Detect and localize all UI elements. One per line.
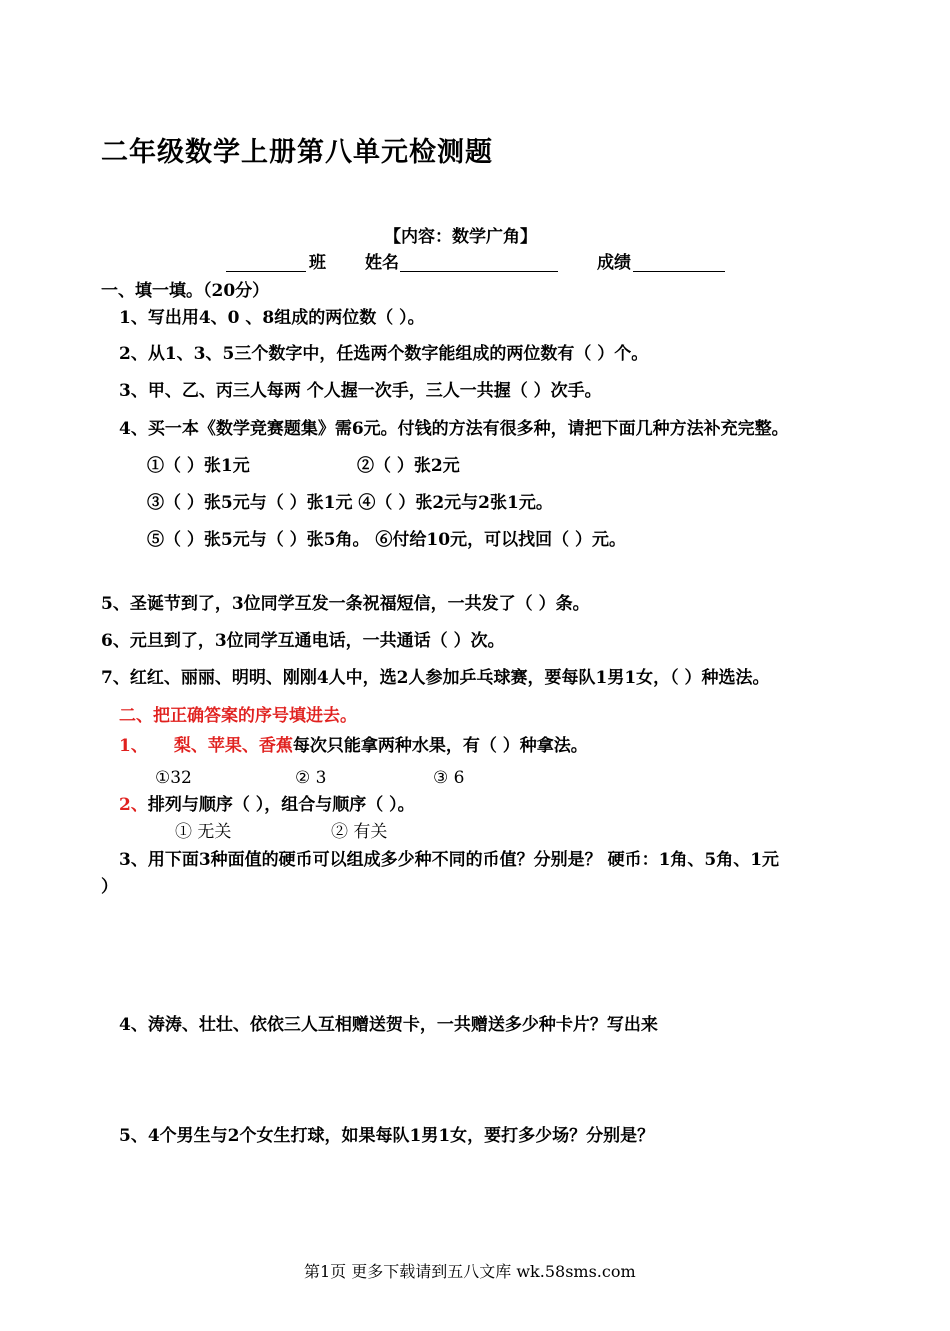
question-2-1-option-b: ② 3 [295,768,327,788]
question-2-2-option-b: ② 有关 [331,822,388,842]
section-1-heading: 一、填一填。（20分） [101,281,270,301]
question-1-4: 4、买一本《数学竞赛题集》需6元。付钱的方法有很多种，请把下面几种方法补充完整。 [119,419,789,439]
question-2-4: 4、涛涛、壮壮、依依三人互相赠送贺卡，一共赠送多少种卡片？写出来 [119,1015,658,1035]
question-2-2-text: 排列与顺序（ ），组合与顺序（ ）。 [147,795,415,815]
class-blank[interactable] [226,255,306,272]
question-1-4-option-2: ②（ ）张2元 [357,456,460,476]
score-blank[interactable] [633,255,725,272]
class-label: 班 [309,253,326,273]
question-1-4-option-3: ③（ ）张5元与（ ）张1元 ④（ ）张2元与2张1元。 [147,493,553,513]
question-1-1: 1、写出用4、0 、8组成的两位数（ ）。 [119,308,425,328]
question-1-4-option-4: ⑤（ ）张5元与（ ）张5角。 ⑥付给10元，可以找回（ ）元。 [147,530,626,550]
subtitle: 【内容：数学广角】 [384,227,537,247]
question-1-3: 3、甲、乙、丙三人每两 个人握一次手，三人一共握（ ）次手。 [119,381,602,401]
question-1-2: 2、从1、3、5三个数字中，任选两个数字能组成的两位数有（ ）个。 [119,344,649,364]
question-1-5: 5、圣诞节到了，3位同学互发一条祝福短信，一共发了（ ）条。 [101,594,590,614]
question-1-6: 6、元旦到了，3位同学互通电话，一共通话（ ）次。 [101,631,505,651]
name-blank[interactable] [400,255,558,272]
question-2-1-option-c: ③ 6 [433,768,465,788]
question-2-1-text: 每次只能拿两种水果，有（ ）种拿法。 [292,736,588,756]
question-2-1-number: 1、 [119,736,148,756]
question-2-1-fruits: 梨、苹果、香蕉 [173,736,293,756]
page-footer: 第1页 更多下载请到五八文库 wk.58sms.com [304,1262,636,1281]
question-2-2-option-a: ① 无关 [175,822,232,842]
page-title: 二年级数学上册第八单元检测题 [101,137,493,168]
question-2-3: 3、用下面3种面值的硬币可以组成多少种不同的币值？分别是？ 硬币：1角、5角、1元 [119,850,780,870]
question-2-1-option-a: ①32 [155,768,192,788]
question-1-4-option-1: ①（ ）张1元 [147,456,250,476]
question-2-2-number: 2、 [119,795,148,815]
question-2-1 [119,735,588,757]
section-2-heading: 二、把正确答案的序号填进去。 [119,706,357,726]
name-label: 姓名 [365,253,399,273]
question-2-5: 5、4个男生与2个女生打球，如果每队1男1女，要打多少场？分别是？ [119,1126,655,1146]
question-2-2 [119,794,415,816]
question-1-7: 7、红红、丽丽、明明、刚刚4人中，选2人参加乒乓球赛，要每队1男1女，（ ）种选法。 [101,668,770,688]
score-label: 成绩 [597,253,631,273]
question-2-3-continuation: ） [101,877,118,897]
